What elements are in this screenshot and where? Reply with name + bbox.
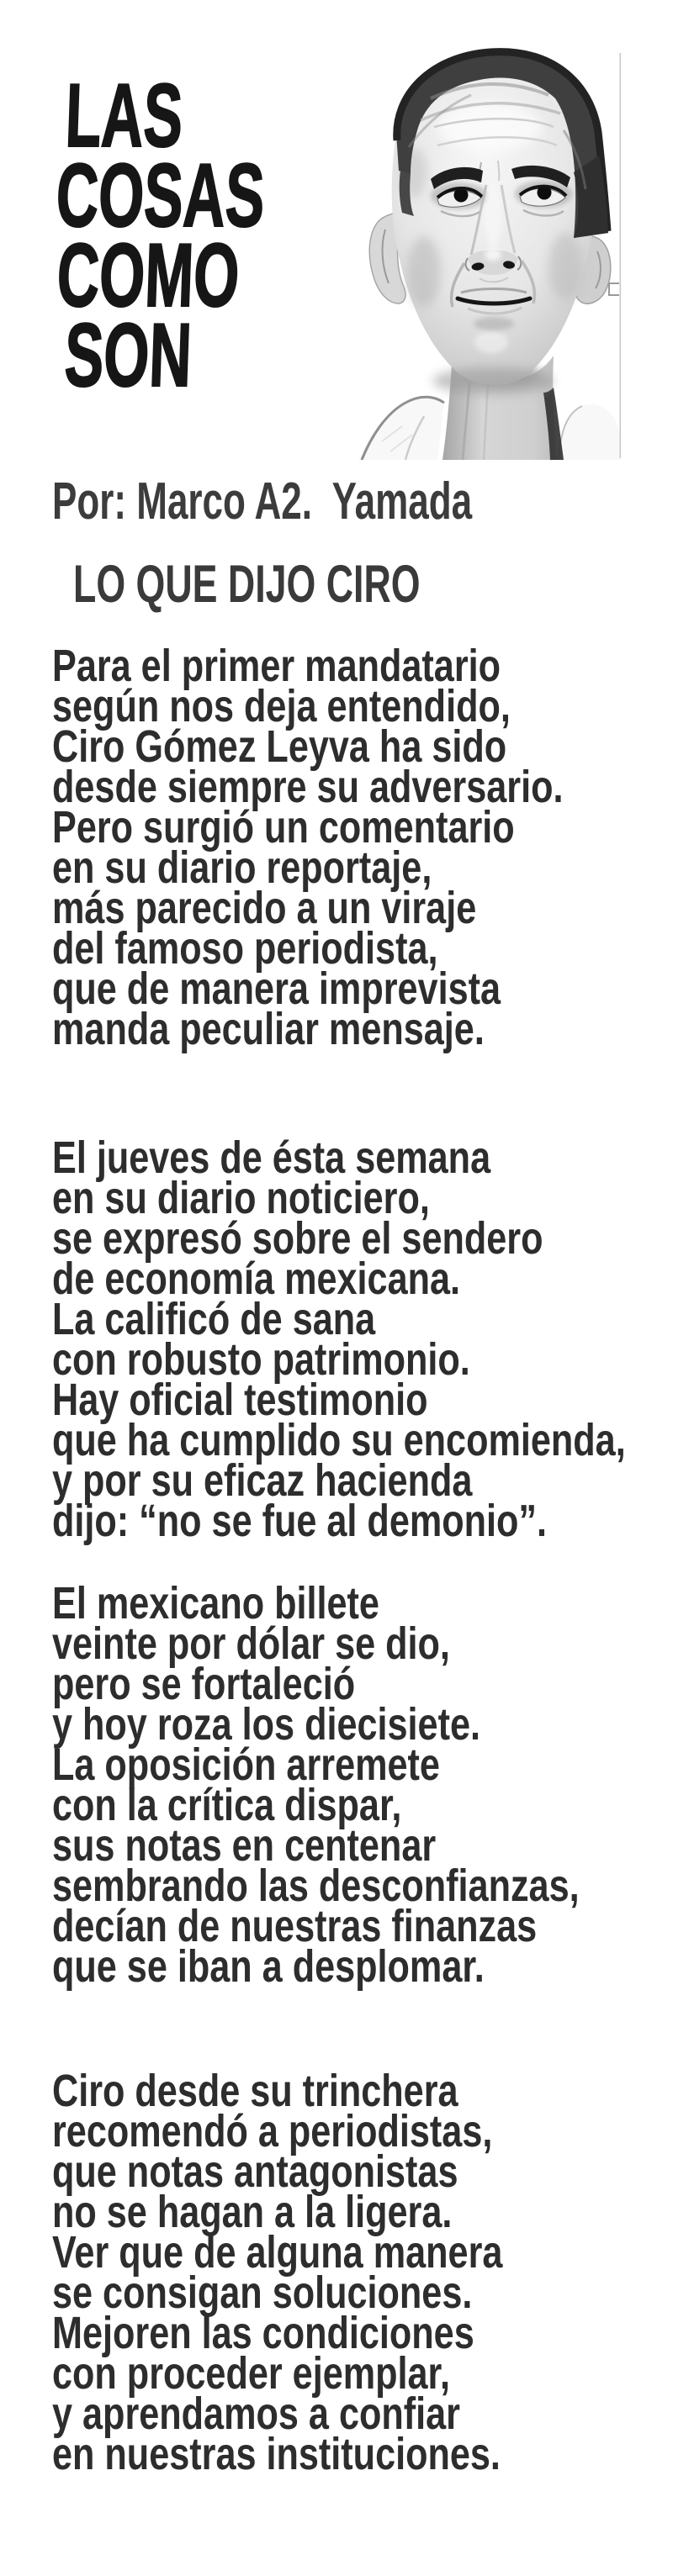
poem-line: sus notas en centenar [52,1820,437,1871]
article-heading: LO QUE DIJO CIRO [73,555,421,614]
poem-line: se expresó sobre el sendero [52,1213,543,1264]
poem-line: que ha cumplido su encomienda, [52,1415,626,1465]
column-title-line: LAS [63,65,185,166]
poem-line: dijo: “no se fue al demonio”. [52,1496,548,1546]
poem-line: en su diario reportaje, [52,842,432,893]
poem-line: recomendó a periodistas, [52,2106,493,2156]
author-photo [353,46,631,460]
column-title-line: COMO [55,224,241,325]
poem-stanza-3 [52,1578,673,1992]
poem-line: con proceder ejemplar, [52,2348,450,2399]
poem-line: Pero surgió un comentario [52,802,515,853]
poem-stanza-4 [52,2066,615,2479]
poem-line: veinte por dólar se dio, [52,1618,450,1669]
poem-line: La oposición arremete [52,1739,440,1790]
poem-stanza-1 [52,641,673,1054]
poem-line: en su diario noticiero, [52,1173,430,1223]
poem-line: decían de nuestras finanzas [52,1901,538,1951]
poem-line: La calificó de sana [52,1294,376,1344]
photo-edge-notch [609,283,619,295]
poem-line: se consigan soluciones. [52,2267,473,2318]
poem-line: y por su eficaz hacienda [52,1455,473,1506]
photo-right-border [620,53,622,458]
byline: Por: Marco A2. Yamada [52,472,473,531]
poem-line: desde siempre su adversario. [52,762,564,812]
poem-line: Ciro Gómez Leyva ha sido [52,721,507,772]
column-title-line: SON [62,304,193,405]
column-title-line: COSAS [54,145,267,245]
poem-line: con la crítica dispar, [52,1780,402,1830]
poem-line: Para el primer mandatario [52,641,501,691]
poem-line: Mejoren las condiciones [52,2308,474,2358]
poem-line: Ciro desde su trinchera [52,2066,458,2116]
poem-line: El jueves de ésta semana [52,1132,491,1183]
poem-line: no se hagan a la ligera. [52,2187,453,2237]
poem-line: en nuestras instituciones. [52,2429,501,2479]
poem-stanza-2 [52,1132,673,1546]
poem-line: manda peculiar mensaje. [52,1004,485,1054]
poem-line: que notas antagonistas [52,2146,458,2197]
poem-line: con robusto patrimonio. [52,1334,470,1385]
poem-line: y aprendamos a confiar [52,2389,460,2439]
poem-line: que de manera imprevista [52,963,501,1014]
poem-line: Hay oficial testimonio [52,1375,428,1425]
poem-line: del famoso periodista, [52,923,438,974]
poem-line: de economía mexicana. [52,1254,461,1304]
poem-line: según nos deja entendido, [52,681,511,731]
poem-line: pero se fortaleció [52,1659,356,1709]
column-title [54,65,377,405]
poem-line: más parecido a un viraje [52,883,477,933]
poem-line: sembrando las desconfianzas, [52,1861,580,1911]
portrait-shirt-right [559,404,621,460]
poem-line: El mexicano billete [52,1578,379,1628]
poem-line: y hoy roza los diecisiete. [52,1699,480,1750]
poem-line: que se iban a desplomar. [52,1941,485,1992]
poem-line: Ver que de alguna manera [52,2227,503,2278]
